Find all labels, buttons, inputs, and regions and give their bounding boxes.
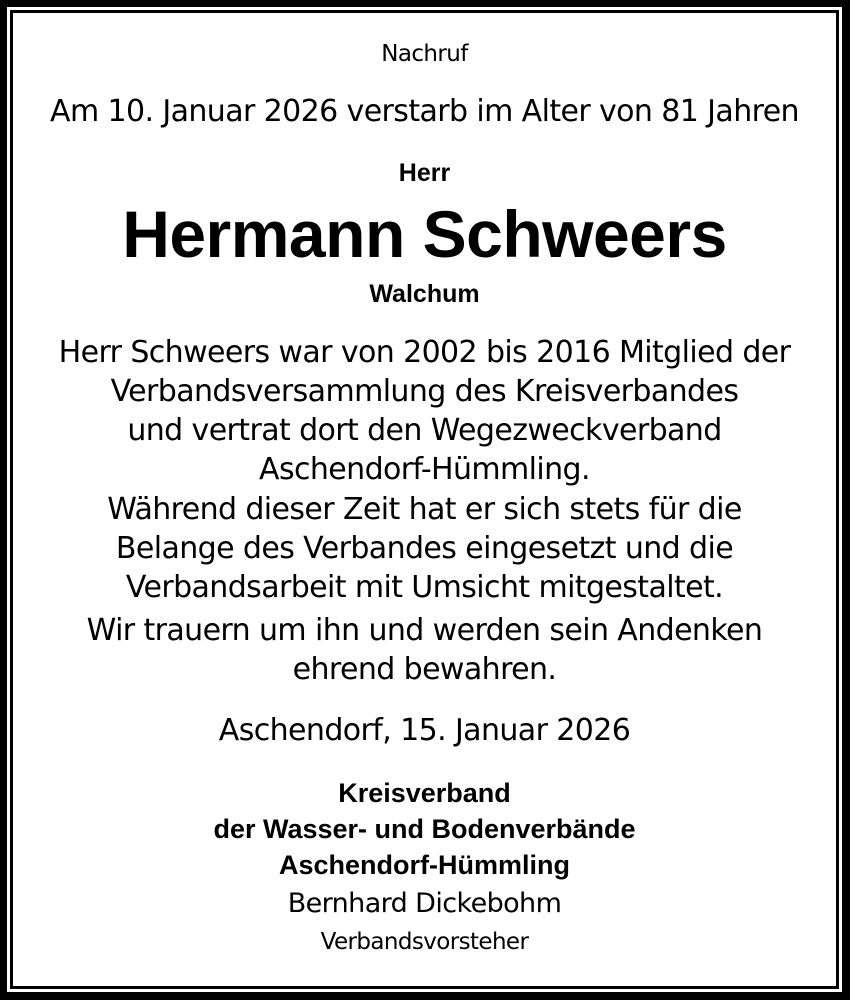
paragraph-line: Verbandsarbeit mit Umsicht mitgestaltet. — [125, 570, 724, 605]
paragraph-line: Wir trauern um ihn und werden sein Andenken — [86, 613, 763, 648]
organization-line: Kreisverband — [338, 778, 511, 808]
organization-line: Aschendorf-Hümmling — [278, 850, 570, 880]
paragraph-line: Belange des Verbandes eingesetzt und die — [115, 531, 734, 566]
signatory-name: Bernhard Dickebohm — [287, 888, 562, 919]
notice-heading: Nachruf — [381, 41, 468, 67]
deceased-name: Hermann Schweers — [122, 197, 727, 271]
paragraph-line: Verbandsversammlung des Kreisverbandes — [110, 374, 739, 409]
organization-line: der Wasser- und Bodenverbände — [213, 814, 636, 844]
paragraph-line: ehrend bewahren. — [292, 652, 557, 687]
paragraph-line: Aschendorf-Hümmling. — [259, 452, 590, 487]
salutation: Herr — [398, 159, 451, 187]
paragraph-line: und vertrat dort den Wegezweckverband — [127, 413, 722, 448]
signatory-title: Verbandsvorsteher — [320, 929, 529, 955]
paragraph-line: Während dieser Zeit hat er sich stets für die — [107, 492, 742, 527]
residence: Walchum — [369, 280, 480, 308]
intro-text: Am 10. Januar 2026 verstarb im Alter von 81 Jahren — [50, 94, 799, 129]
paragraph-line: Herr Schweers war von 2002 bis 2016 Mitglied der — [58, 335, 791, 370]
place-date: Aschendorf, 15. Januar 2026 — [218, 713, 631, 748]
